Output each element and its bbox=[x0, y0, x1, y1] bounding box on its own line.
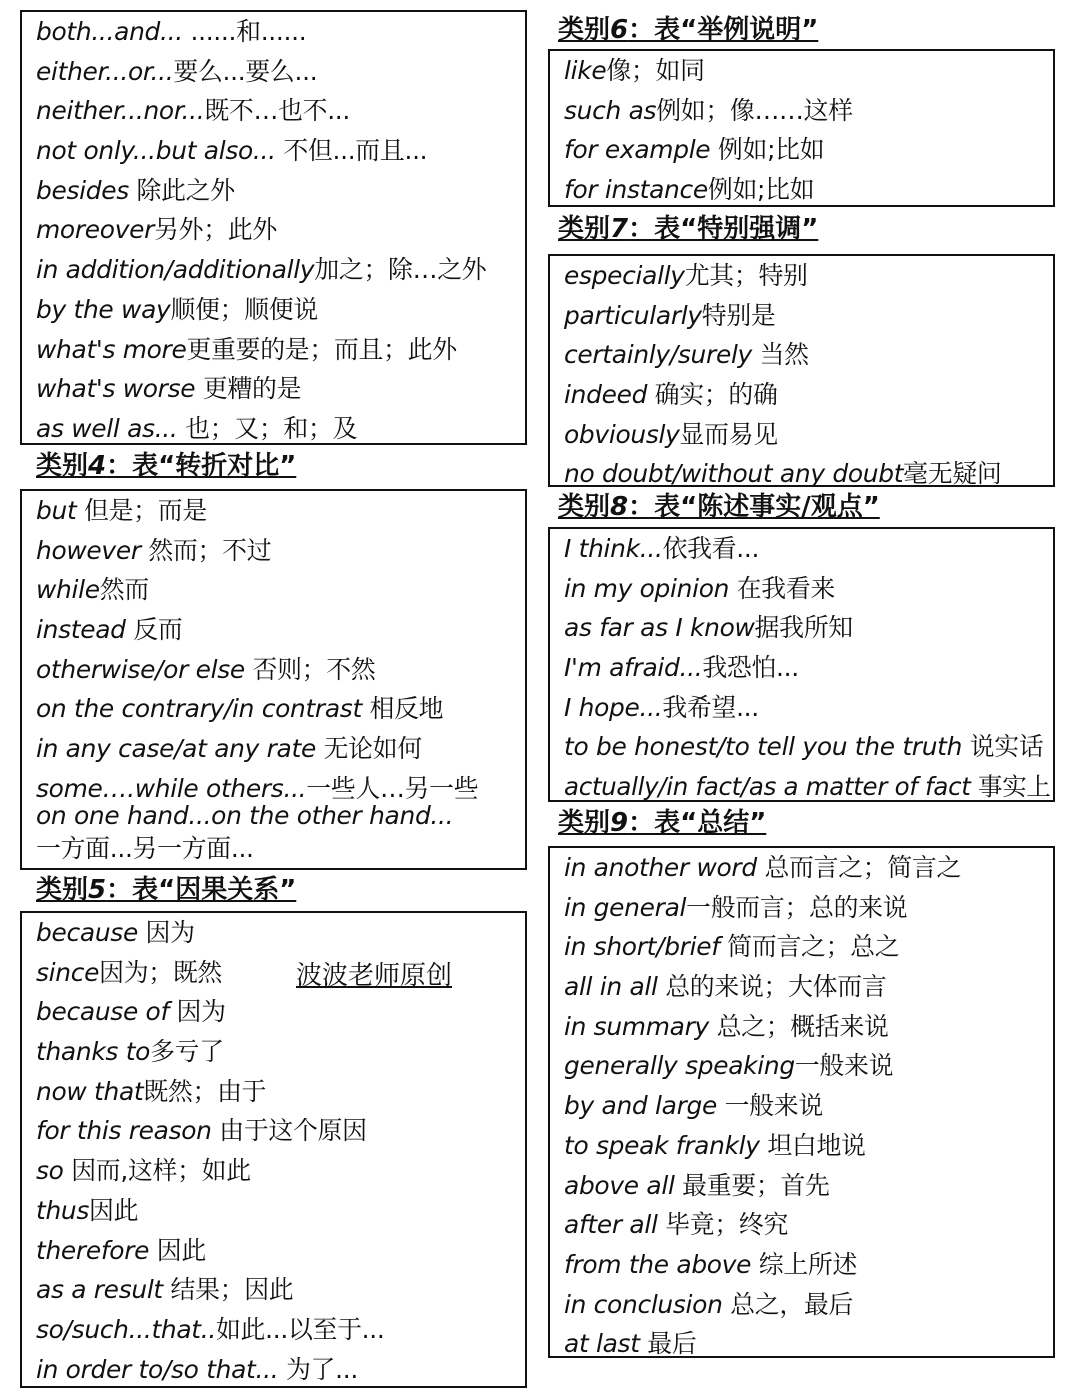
list-item bbox=[564, 848, 1053, 888]
list-item bbox=[564, 608, 1053, 648]
entry-english: in another word bbox=[564, 853, 757, 882]
entry-english: to be honest/to tell you the truth bbox=[564, 732, 963, 762]
entry-chinese: 加之；除…之外 bbox=[314, 255, 487, 285]
entry-english: because of bbox=[36, 997, 169, 1027]
entry-chinese: 一方面...另一方面... bbox=[36, 833, 254, 863]
list-item bbox=[36, 1270, 525, 1310]
list-box-category-7 bbox=[548, 254, 1055, 487]
list-item bbox=[564, 130, 1053, 170]
entry-chinese: 因此 bbox=[89, 1195, 139, 1225]
list-item bbox=[36, 1151, 525, 1191]
entry-english: but bbox=[36, 496, 77, 525]
entry-english: for example bbox=[564, 135, 711, 165]
entry-chinese: ......和...... bbox=[182, 17, 307, 46]
list-item bbox=[36, 689, 525, 729]
entry-english: moreover bbox=[36, 215, 155, 245]
heading-category-6 bbox=[558, 13, 818, 47]
heading-number: 5 bbox=[88, 875, 107, 905]
entry-chinese: 更重要的是；而且；此外 bbox=[186, 334, 457, 364]
entry-english: on one hand...on the other hand... bbox=[36, 800, 454, 830]
heading-number: 8 bbox=[610, 492, 629, 522]
heading-category-7 bbox=[558, 212, 818, 246]
entry-english: in any case/at any rate bbox=[36, 734, 316, 764]
entry-english: instead bbox=[36, 615, 126, 645]
list-item bbox=[36, 210, 525, 250]
entry-list bbox=[564, 256, 1053, 494]
entry-english: by and large bbox=[564, 1091, 717, 1121]
heading-suffix: ：表“举例说明” bbox=[628, 15, 819, 45]
heading-suffix: ：表“总结” bbox=[628, 808, 767, 838]
entry-english: I'm afraid... bbox=[564, 653, 703, 683]
list-item bbox=[36, 1111, 525, 1151]
entry-chinese: 例如;比如 bbox=[710, 135, 825, 165]
list-item bbox=[564, 1046, 1053, 1086]
list-item bbox=[36, 1032, 525, 1072]
list-item bbox=[564, 1126, 1053, 1166]
entry-english: I think... bbox=[564, 534, 663, 563]
heading-prefix: 类别 bbox=[558, 492, 611, 522]
entry-english: from the above bbox=[564, 1249, 752, 1279]
entry-english: not only...but also... bbox=[36, 136, 276, 166]
list-item bbox=[564, 529, 1053, 569]
entry-english: obviously bbox=[564, 419, 680, 449]
entry-chinese: 我恐怕... bbox=[702, 653, 799, 683]
entry-chinese: 一般来说 bbox=[794, 1051, 894, 1081]
list-item bbox=[36, 330, 525, 370]
list-item bbox=[564, 569, 1053, 609]
heading-category-8 bbox=[558, 490, 880, 524]
entry-english: for this reason bbox=[36, 1116, 212, 1146]
list-item bbox=[36, 1231, 525, 1271]
list-item bbox=[564, 256, 1053, 296]
entry-chinese: 因而,这样；如此 bbox=[63, 1156, 251, 1186]
list-item bbox=[564, 335, 1053, 375]
entry-chinese: 如此...以至于... bbox=[215, 1314, 385, 1344]
list-item bbox=[564, 927, 1053, 967]
entry-chinese: 因此 bbox=[149, 1235, 206, 1265]
list-box-category-3 bbox=[20, 10, 527, 445]
heading-number: 7 bbox=[610, 214, 629, 244]
entry-english: therefore bbox=[36, 1235, 150, 1265]
entry-chinese: 总之；概括来说 bbox=[708, 1011, 889, 1041]
list-item bbox=[564, 91, 1053, 131]
entry-chinese: 坦白地说 bbox=[759, 1130, 866, 1160]
entry-extra-chinese bbox=[36, 831, 525, 867]
heading-category-4 bbox=[36, 449, 296, 483]
list-item bbox=[564, 51, 1053, 91]
entry-english: by the way bbox=[36, 294, 171, 324]
heading-prefix: 类别 bbox=[36, 875, 89, 905]
list-item bbox=[36, 91, 525, 131]
list-item bbox=[36, 650, 525, 690]
entry-chinese: 毫无疑问 bbox=[903, 459, 1002, 489]
entry-english: especially bbox=[564, 261, 685, 290]
list-item bbox=[564, 454, 1053, 494]
list-item bbox=[36, 1072, 525, 1112]
list-item bbox=[36, 12, 525, 52]
entry-chinese: 由于这个原因 bbox=[211, 1116, 367, 1146]
entry-english: in conclusion bbox=[564, 1289, 723, 1319]
entry-chinese: 反而 bbox=[125, 615, 183, 645]
entry-chinese: 既然；由于 bbox=[143, 1076, 267, 1106]
heading-suffix: ：表“因果关系” bbox=[106, 875, 297, 905]
entry-chinese: 但是；而是 bbox=[76, 496, 207, 525]
list-item bbox=[564, 648, 1053, 688]
entry-english: as a result bbox=[36, 1275, 163, 1305]
list-item bbox=[36, 52, 525, 92]
entry-chinese: 为了... bbox=[278, 1354, 358, 1384]
list-item bbox=[36, 290, 525, 330]
list-item bbox=[36, 409, 525, 449]
entry-chinese: 总而言之；简言之 bbox=[756, 853, 962, 882]
entry-chinese: 事实上 bbox=[970, 772, 1051, 802]
heading-prefix: 类别 bbox=[558, 214, 611, 244]
entry-english: since bbox=[36, 957, 100, 987]
entry-english: what's worse bbox=[36, 374, 196, 404]
entry-chinese: 更糟的是 bbox=[195, 374, 302, 404]
entry-english: above all bbox=[564, 1170, 675, 1200]
entry-chinese: 一般来说 bbox=[717, 1091, 823, 1121]
entry-chinese: 简而言之；总之 bbox=[719, 932, 900, 962]
entry-chinese: 另外；此外 bbox=[154, 215, 277, 245]
entry-english: all in all bbox=[564, 972, 658, 1002]
entry-english: to speak frankly bbox=[564, 1130, 760, 1160]
entry-english: either...or... bbox=[36, 56, 174, 86]
entry-chinese: 相反地 bbox=[361, 694, 444, 724]
list-item bbox=[564, 1166, 1053, 1206]
entry-english: now that bbox=[36, 1076, 144, 1106]
list-item bbox=[564, 1285, 1053, 1325]
entry-english: what's more bbox=[36, 334, 187, 364]
entry-english: in my opinion bbox=[564, 573, 730, 603]
entry-extra-english bbox=[36, 801, 525, 831]
list-item bbox=[564, 1245, 1053, 1285]
list-item bbox=[564, 727, 1053, 767]
entry-chinese: 顺便；顺便说 bbox=[170, 294, 318, 324]
entry-list bbox=[564, 848, 1053, 1364]
list-item bbox=[564, 170, 1053, 210]
list-item bbox=[564, 415, 1053, 455]
entry-english: actually/in fact/as a matter of fact bbox=[564, 772, 971, 802]
list-item bbox=[36, 131, 525, 171]
entry-chinese: 最重要；首先 bbox=[674, 1170, 830, 1200]
entry-english: some….while others... bbox=[36, 773, 307, 803]
list-item bbox=[36, 610, 525, 650]
entry-list bbox=[36, 12, 525, 449]
entry-chinese: 因为 bbox=[137, 918, 195, 947]
entry-chinese: 综上所述 bbox=[751, 1249, 858, 1279]
entry-english: neither...nor... bbox=[36, 96, 205, 126]
entry-chinese: 例如;比如 bbox=[707, 175, 815, 205]
entry-english: for instance bbox=[564, 175, 708, 205]
entry-chinese: 因为 bbox=[168, 997, 226, 1027]
list-item bbox=[36, 992, 525, 1032]
entry-english: generally speaking bbox=[564, 1051, 795, 1081]
entry-list bbox=[36, 491, 525, 809]
heading-suffix: ：表“特别强调” bbox=[628, 214, 819, 244]
entry-chinese: 一些人…另一些 bbox=[306, 773, 479, 803]
list-item bbox=[36, 570, 525, 610]
list-item bbox=[564, 767, 1053, 807]
heading-number: 9 bbox=[610, 808, 629, 838]
list-item bbox=[36, 531, 525, 571]
entry-chinese: 显而易见 bbox=[679, 419, 778, 449]
list-item bbox=[36, 1310, 525, 1350]
entry-chinese: 当然 bbox=[751, 340, 809, 370]
entry-english: thanks to bbox=[36, 1037, 151, 1067]
entry-chinese: 因为；既然 bbox=[99, 957, 222, 987]
list-item bbox=[36, 729, 525, 769]
list-item bbox=[564, 967, 1053, 1007]
entry-english: after all bbox=[564, 1210, 658, 1240]
entry-english: at last bbox=[564, 1329, 640, 1359]
entry-chinese: 据我所知 bbox=[754, 613, 853, 643]
entry-chinese: 我希望... bbox=[662, 692, 759, 722]
entry-chinese: 确实；的确 bbox=[647, 380, 778, 410]
list-item bbox=[36, 250, 525, 290]
entry-english: thus bbox=[36, 1195, 90, 1225]
list-item bbox=[36, 491, 525, 531]
entry-english: so/such...that.. bbox=[36, 1314, 216, 1344]
list-item bbox=[36, 369, 525, 409]
entry-chinese: 最后 bbox=[639, 1329, 697, 1359]
entry-english: in general bbox=[564, 892, 687, 922]
entry-english: in addition/additionally bbox=[36, 255, 315, 285]
entry-chinese: 特别是 bbox=[701, 300, 776, 330]
entry-chinese: 毕竟；终究 bbox=[657, 1210, 789, 1240]
heading-prefix: 类别 bbox=[558, 15, 611, 45]
entry-english: in summary bbox=[564, 1011, 709, 1041]
entry-english: as far as I know bbox=[564, 613, 755, 643]
list-item bbox=[564, 888, 1053, 928]
entry-chinese: 否则；不然 bbox=[244, 654, 376, 684]
entry-english: besides bbox=[36, 175, 129, 205]
entry-chinese: 在我看来 bbox=[729, 573, 836, 603]
entry-chinese: 像；如同 bbox=[606, 56, 705, 85]
entry-english: certainly/surely bbox=[564, 340, 752, 370]
entry-english: no doubt/without any doubt bbox=[564, 459, 904, 489]
list-item bbox=[36, 1350, 525, 1390]
list-item bbox=[36, 913, 525, 953]
entry-chinese: 结果；因此 bbox=[162, 1275, 294, 1305]
heading-category-9 bbox=[558, 806, 766, 840]
heading-suffix: ：表“陈述事实/观点” bbox=[628, 492, 880, 522]
entry-chinese: 除此之外 bbox=[128, 175, 235, 205]
entry-english: because bbox=[36, 918, 138, 947]
heading-category-5 bbox=[36, 873, 296, 907]
entry-chinese: 依我看... bbox=[662, 534, 760, 563]
heading-prefix: 类别 bbox=[558, 808, 611, 838]
entry-list bbox=[564, 51, 1053, 210]
entry-english: both...and... bbox=[36, 17, 183, 46]
list-item bbox=[564, 375, 1053, 415]
entry-english: indeed bbox=[564, 380, 648, 410]
entry-chinese: 也；又；和；及 bbox=[177, 413, 358, 443]
entry-english: I hope... bbox=[564, 692, 663, 722]
entry-chinese: 总的来说；大体而言 bbox=[657, 972, 887, 1002]
entry-english: otherwise/or else bbox=[36, 654, 245, 684]
entry-chinese: 多亏了 bbox=[150, 1037, 224, 1067]
heading-suffix: ：表“转折对比” bbox=[106, 451, 297, 481]
entry-chinese: 总之，最后 bbox=[722, 1289, 854, 1319]
entry-chinese: 例如；像……这样 bbox=[656, 95, 853, 125]
entry-english: as well as... bbox=[36, 413, 178, 443]
entry-english: while bbox=[36, 575, 100, 605]
entry-english: so bbox=[36, 1156, 64, 1186]
entry-chinese: 不但...而且... bbox=[275, 136, 428, 166]
entry-chinese: 然而 bbox=[99, 575, 149, 605]
entry-chinese: 要么...要么... bbox=[173, 56, 318, 86]
entry-chinese: 一般而言；总的来说 bbox=[686, 892, 908, 922]
entry-english: like bbox=[564, 56, 607, 85]
list-box-category-9 bbox=[548, 846, 1055, 1358]
list-box-category-4 bbox=[20, 489, 527, 870]
entry-chinese: 然而；不过 bbox=[140, 535, 272, 565]
list-item bbox=[564, 1205, 1053, 1245]
list-box-category-6 bbox=[548, 49, 1055, 207]
entry-english: particularly bbox=[564, 300, 702, 330]
entry-list bbox=[564, 529, 1053, 807]
list-item bbox=[36, 1191, 525, 1231]
list-item bbox=[564, 1086, 1053, 1126]
watermark-text: 波波老师原创 bbox=[296, 961, 453, 991]
list-item bbox=[564, 1007, 1053, 1047]
list-item bbox=[36, 171, 525, 211]
entry-chinese: 既不…也不... bbox=[204, 96, 351, 126]
entry-english: on the contrary/in contrast bbox=[36, 694, 362, 724]
heading-number: 4 bbox=[88, 451, 107, 481]
list-item bbox=[564, 1324, 1053, 1364]
list-item bbox=[564, 296, 1053, 336]
entry-chinese: 说实话 bbox=[962, 732, 1044, 762]
list-box-category-8 bbox=[548, 527, 1055, 802]
heading-prefix: 类别 bbox=[36, 451, 89, 481]
entry-english: such as bbox=[564, 95, 657, 125]
entry-english: however bbox=[36, 535, 141, 565]
list-item bbox=[564, 688, 1053, 728]
entry-english: in short/brief bbox=[564, 932, 720, 962]
entry-chinese: 尤其；特别 bbox=[684, 261, 808, 290]
heading-number: 6 bbox=[610, 15, 629, 45]
entry-chinese: 无论如何 bbox=[315, 734, 422, 764]
entry-english: in order to/so that... bbox=[36, 1354, 279, 1384]
